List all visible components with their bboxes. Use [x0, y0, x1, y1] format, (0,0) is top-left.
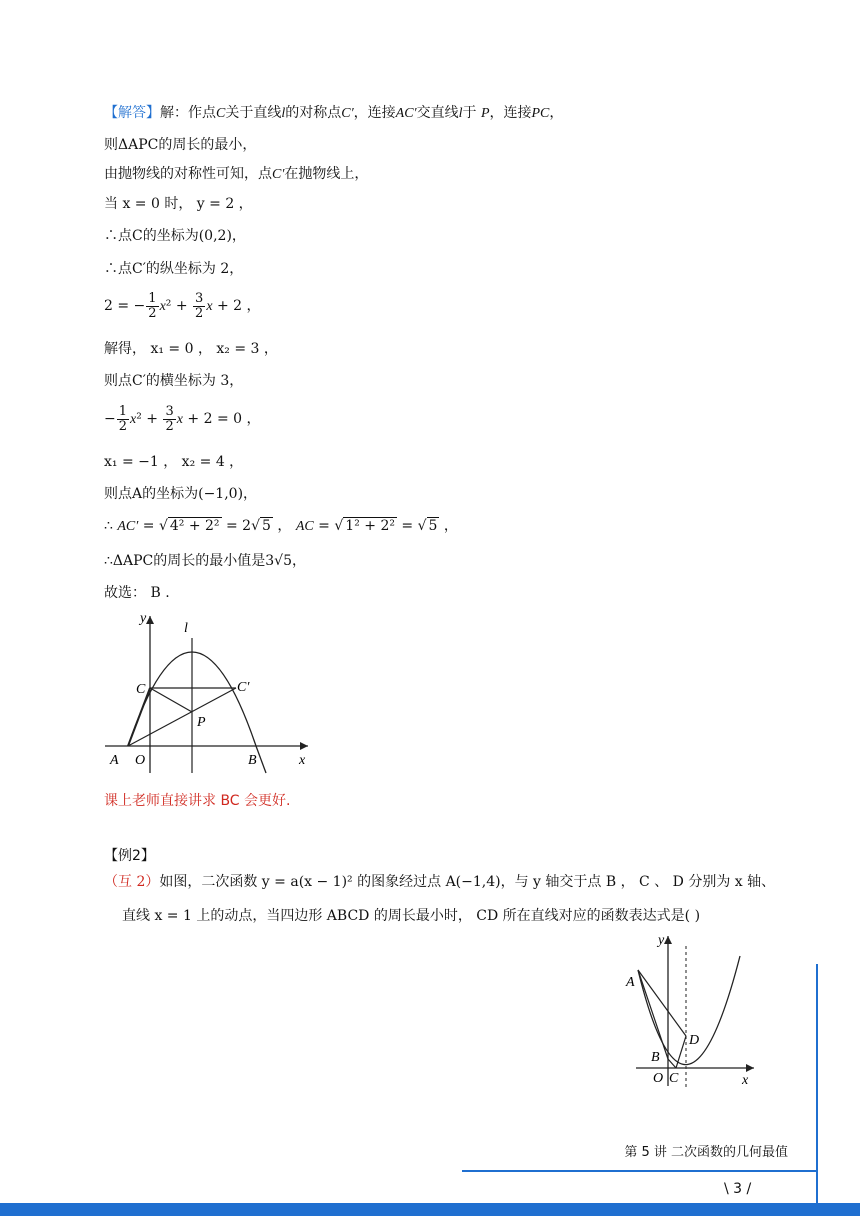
y-axis-label-2: y	[658, 933, 665, 948]
parabola-figure-1	[100, 608, 320, 782]
solution-line-6: ∴点C′的纵坐标为 2，	[104, 261, 244, 277]
solution-line-8: 解得， x₁ = 0 ， x₂ = 3 ，	[104, 341, 278, 357]
solution-line-11: x₁ = −1 ， x₂ = 4 ，	[104, 454, 244, 470]
example-text-2: 直线 x = 1 上的动点，当四边形 ABCD 的周长最小时， CD 所在直线对应的函数表达式是( )	[122, 908, 701, 924]
bottom-band	[0, 1203, 860, 1216]
x-axis-label: x	[299, 753, 306, 768]
origin-label-2: O	[653, 1071, 664, 1086]
point-a-label-2: A	[626, 975, 635, 990]
point-c-label-2: C	[669, 1071, 679, 1086]
teacher-note: 课上老师直接讲求 BC 会更好.	[104, 793, 291, 809]
solution-line-3: 由抛物线的对称性可知，点C′在抛物线上，	[104, 166, 369, 182]
footer-vertical-rule	[816, 964, 818, 1204]
point-d-label-2: D	[689, 1033, 700, 1048]
example-title: 【例2】	[104, 848, 155, 864]
point-c-prime-label: C′	[237, 680, 250, 695]
solution-line-1: 【解答】解：作点C关于直线l的对称点C′，连接AC′交直线l于 P，连接PC，	[104, 105, 564, 121]
solution-line-5: ∴点C的坐标为(0,2)，	[104, 228, 246, 244]
footer-divider	[462, 1170, 818, 1172]
x-axis-label-2: x	[742, 1073, 749, 1088]
point-c-label: C	[136, 682, 146, 697]
point-b-label-2: B	[651, 1050, 660, 1065]
line-l-label: l	[184, 621, 188, 636]
parabola-figure-2	[620, 926, 760, 1094]
y-axis-label: y	[140, 611, 147, 626]
solution-equation-3: ∴ AC′ = √ 4² + 2² = 2√ 5 ， AC = √ 1² + 2² = √ 5 ，	[104, 518, 458, 534]
example-tag: （互 2）	[104, 874, 160, 890]
page-number: \ 3 /	[724, 1181, 752, 1197]
solution-line-4: 当 x = 0 时， y = 2 ，	[104, 196, 253, 212]
point-p-label: P	[197, 715, 206, 730]
origin-label: O	[135, 753, 146, 768]
solution-answer: 故选： B .	[104, 585, 170, 601]
footer-chapter-title: 第 5 讲 二次函数的几何最值	[624, 1145, 788, 1160]
point-a-label: A	[110, 753, 119, 768]
solution-equation-2: − $\frac{1}{2}$ x² + $\frac{3}{2}$ x + 2 = 0 ，	[104, 403, 261, 434]
solution-line-14: ∴ΔAPC的周长的最小值是3√5，	[104, 553, 306, 569]
solution-tag: 【解答】	[104, 105, 160, 121]
example-text-1: （互 2）如图，二次函数 y = a(x − 1)² 的图象经过点 A(−1,4)，与 y 轴交于点 B ， C 、 D 分别为 x 轴、	[104, 874, 776, 890]
point-b-label: B	[248, 753, 257, 768]
solution-line-9: 则点C′的横坐标为 3，	[104, 373, 244, 389]
solution-equation-1: 2 = − $\frac{1}{2}$ x² + $\frac{3}{2}$ x + 2 ，	[104, 290, 261, 321]
solution-line-2: 则ΔAPC的周长的最小，	[104, 137, 257, 153]
solution-line-12: 则点A的坐标为(−1,0)，	[104, 486, 258, 502]
